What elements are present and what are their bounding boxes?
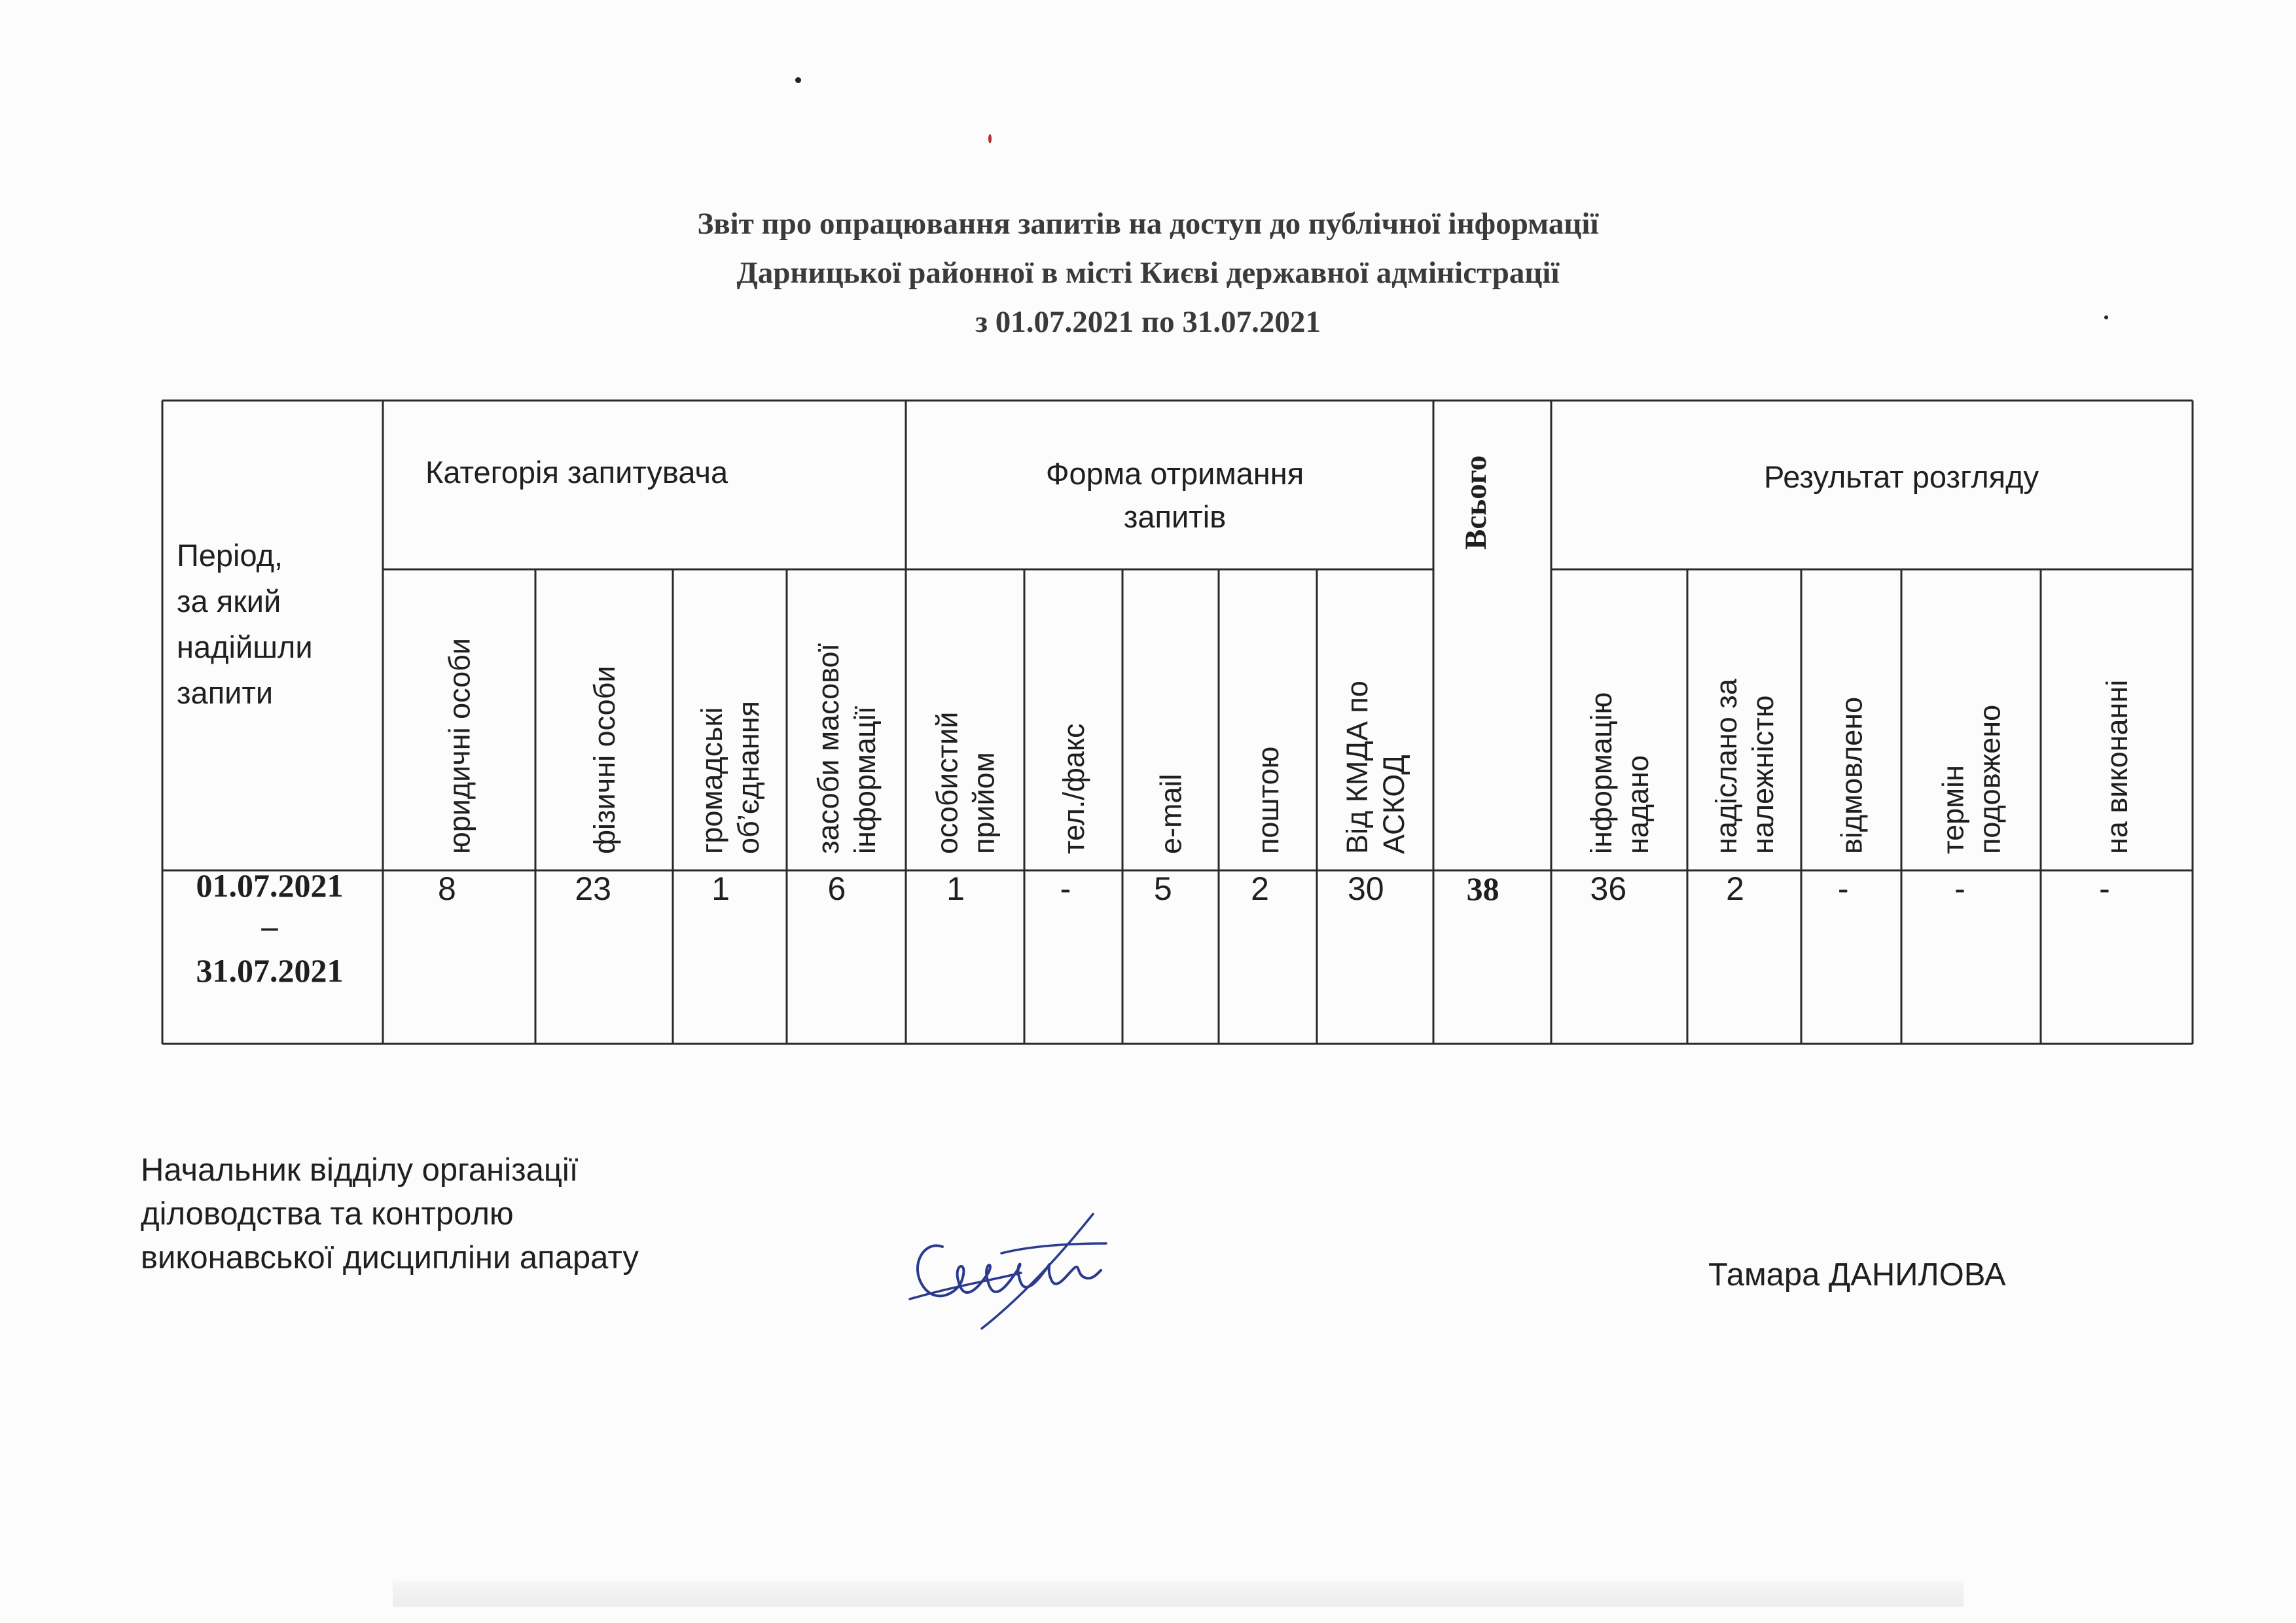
cell-value-2: 23: [575, 870, 612, 907]
position-line: виконавської дисципліни апарату: [141, 1240, 639, 1275]
column-header-7: e-mail: [1154, 774, 1188, 854]
column-header-8: поштою: [1251, 746, 1285, 854]
cell-value-15: -: [2099, 870, 2110, 907]
cell-value-8: 2: [1251, 870, 1269, 907]
result-group-header: Результат розгляду: [1763, 459, 2039, 494]
column-header-14: подовжено: [1973, 704, 2007, 854]
handwritten-signature: [897, 1207, 1119, 1332]
column-header-5: особистий: [930, 711, 964, 854]
cell-value-14: -: [1954, 870, 1965, 907]
cell-value-12: 2: [1726, 870, 1744, 907]
position-line: діловодства та контролю: [141, 1196, 514, 1232]
column-header-9: АСКОД: [1377, 755, 1410, 854]
table-row: [196, 867, 2110, 989]
cell-value-3: 1: [711, 870, 730, 907]
title-line-2: Дарницької районної в місті Києві державної адміністрації: [736, 256, 1560, 290]
scan-edge-shadow: [393, 1580, 1964, 1607]
cell-value-9: 30: [1347, 870, 1384, 907]
title-line-1: Звіт про опрацювання запитів на доступ до публічної інформації: [697, 207, 1599, 241]
signatory-position: [141, 1149, 639, 1280]
position-line: Начальник відділу організації: [141, 1152, 579, 1188]
period-header-line: надійшли: [177, 630, 313, 664]
cell-value-10: 38: [1466, 870, 1499, 907]
column-headers: [443, 638, 2134, 854]
cell-value-4: 6: [827, 870, 846, 907]
total-group-header: Всього: [1459, 455, 1493, 550]
column-header-2: фізичні особи: [588, 666, 621, 854]
form-group-header-line: Форма отримання: [1045, 456, 1304, 491]
column-header-12: належністю: [1746, 695, 1780, 854]
cell-value-13: -: [1837, 870, 1849, 907]
period-header-line: Період,: [177, 538, 283, 573]
column-header-14: термін: [1936, 765, 1970, 854]
period-header-line: запити: [177, 675, 274, 710]
column-header-1: юридичні особи: [442, 637, 476, 854]
column-header-11: надано: [1621, 755, 1655, 854]
column-header-6: тел./факс: [1057, 723, 1090, 854]
column-header-9: Від КМДА по: [1340, 681, 1374, 854]
period-header-line: за який: [177, 584, 281, 618]
period-from: 01.07.2021: [196, 867, 344, 904]
column-header-13: відмовлено: [1835, 696, 1869, 854]
column-header-4: засоби масової: [812, 643, 845, 854]
column-header-3: громадські: [695, 707, 728, 854]
cell-value-6: -: [1060, 870, 1071, 907]
column-header-3: об’єднання: [732, 701, 765, 854]
cell-value-11: 36: [1590, 870, 1627, 907]
form-group-header-line: запитів: [1123, 499, 1227, 534]
cell-value-1: 8: [437, 870, 456, 907]
column-header-15: на виконанні: [2100, 679, 2134, 854]
period-dash: –: [261, 908, 278, 944]
signatory-name: Тамара ДАНИЛОВА: [1708, 1257, 2006, 1293]
column-header-4: інформації: [848, 705, 882, 854]
cell-value-7: 5: [1153, 870, 1172, 907]
category-group-header: Категорія запитувача: [425, 455, 728, 490]
column-header-11: інформацію: [1585, 692, 1618, 854]
cell-value-5: 1: [946, 870, 965, 907]
column-header-12: надіслано за: [1710, 679, 1743, 854]
column-header-5: прийом: [967, 752, 1001, 854]
period-to: 31.07.2021: [196, 952, 344, 989]
title-line-3: з 01.07.2021 по 31.07.2021: [975, 305, 1321, 339]
